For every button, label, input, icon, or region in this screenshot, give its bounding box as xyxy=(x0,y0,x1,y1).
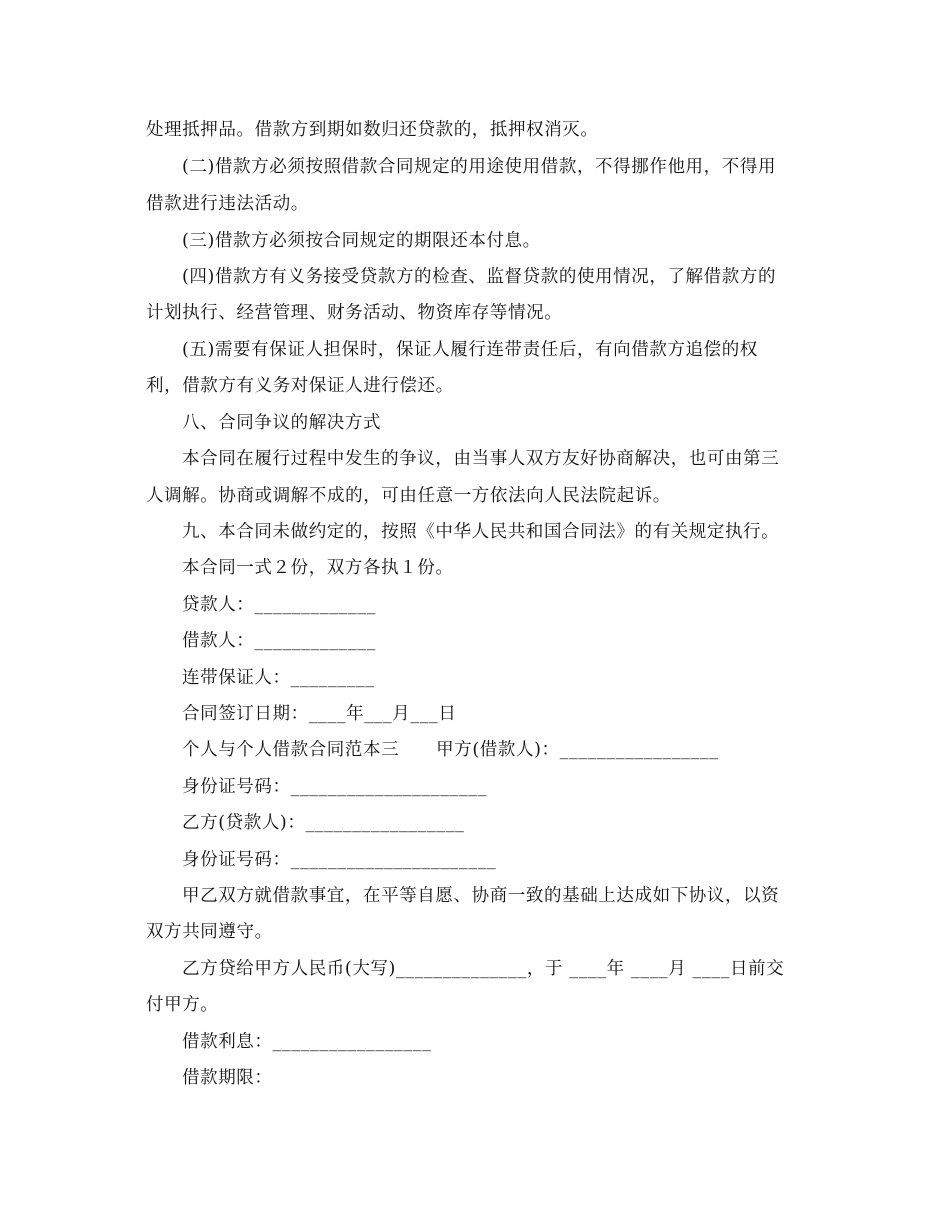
text-line: 甲乙双方就借款事宜，在平等自愿、协商一致的基础上达成如下协议，以资 xyxy=(182,886,780,906)
borrower-signature-field: 借款人：_____________ xyxy=(182,631,376,651)
text-line: 计划执行、经营管理、财务活动、物资库存等情况。 xyxy=(146,303,563,323)
text-line: (五)需要有保证人担保时，保证人履行连带责任后，有向借款方追偿的权 xyxy=(182,340,758,360)
guarantor-signature-field: 连带保证人：_________ xyxy=(182,668,375,688)
lender-signature-field: 贷款人：_____________ xyxy=(182,595,376,615)
text-line: (二)借款方必须按照借款合同规定的用途使用借款，不得挪作他用，不得用 xyxy=(182,157,777,177)
id-number-field: 身份证号码：______________________ xyxy=(182,850,497,870)
signing-date-field: 合同签订日期：____年___月___日 xyxy=(182,704,457,724)
section-heading: 九、本合同未做约定的，按照《中华人民共和国合同法》的有关规定执行。 xyxy=(182,522,780,542)
text-line: 双方共同遵守。 xyxy=(146,922,273,942)
text-line: 乙方贷给甲方人民币(大写)______________，于 ____年 ____月 ____日前交 xyxy=(182,959,785,979)
text-line: (四)借款方有义务接受贷款方的检查、监督贷款的使用情况，了解借款方的 xyxy=(182,267,777,287)
contract-title-party-a: 个人与个人借款合同范本三 甲方(借款人)：_________________ xyxy=(182,740,719,760)
text-line: (三)借款方必须按合同规定的期限还本付息。 xyxy=(182,231,541,251)
text-line: 本合同在履行过程中发生的争议，由当事人双方友好协商解决，也可由第三 xyxy=(182,449,780,469)
section-heading: 八、合同争议的解决方式 xyxy=(182,413,382,433)
text-line: 本合同一式２份，双方各执１份。 xyxy=(182,558,454,578)
loan-term-field: 借款期限： xyxy=(182,1068,273,1088)
text-line: 处理抵押品。借款方到期如数归还贷款的，抵押权消灭。 xyxy=(146,120,599,140)
text-line: 人调解。协商或调解不成的，可由任意一方依法向人民法院起诉。 xyxy=(146,486,671,506)
text-line: 付甲方。 xyxy=(146,995,219,1015)
party-b-field: 乙方(贷款人)：_________________ xyxy=(182,813,465,833)
id-number-field: 身份证号码：_____________________ xyxy=(182,777,487,797)
text-line: 利，借款方有义务对保证人进行偿还。 xyxy=(146,376,454,396)
interest-field: 借款利息：_________________ xyxy=(182,1032,432,1052)
text-line: 借款进行违法活动。 xyxy=(146,194,309,214)
